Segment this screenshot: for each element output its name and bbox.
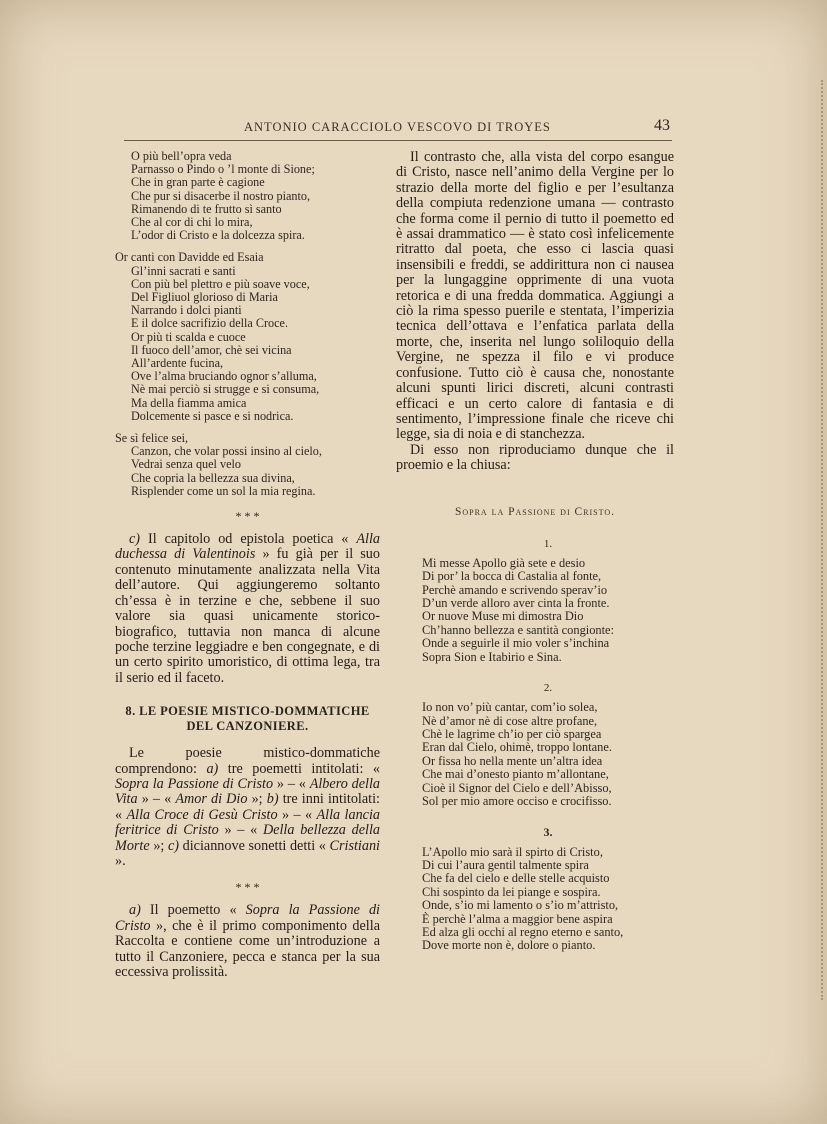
verse-stanza [115,432,380,498]
verse-line: Cioè il Signor del Cielo e dell’Abisso, [422,780,612,795]
item-label: c) [129,531,141,548]
running-title: ANTONIO CARACCIOLO VESCOVO DI TROYES [244,120,551,134]
verse-line: Il fuoco dell’amor, chè sei vicina [131,342,292,357]
item-label: a) [129,902,141,919]
ottava-stanza [422,846,674,953]
canzone-verse [115,150,380,498]
text-run: Le poesie mistico-dommatiche comprendono: [115,745,380,777]
verse-line: Vedrai senza quel velo [131,457,241,472]
verse-stanza [115,150,380,242]
verse-line: All’ardente fucina, [131,356,224,371]
verse-line: Nè d’amor nè di cose altre profane, [422,713,598,728]
text-run: » – « [137,791,176,808]
verse-line: Che mai d’onesto pianto m’allontane, [422,767,609,782]
verse-line: L’Apollo mio sarà il spirto di Cristo, [422,844,603,859]
section-heading-line: 8. LE POESIE MISTICO-DOMMATICHE [125,704,370,719]
text-run: », che è il primo componimento della Raccolta e contiene come un’introduzione a tutto il Canzoniere, pecca e stanca per la sua eccessiva prolissità. [115,917,380,981]
italic-title: Sopra la Passione di Cristo [115,902,380,934]
verse-line: Nè mai perciò si strugge e si consuma, [131,382,320,397]
italic-title: Della bellezza della Morte [115,822,381,854]
verse-line: E il dolce sacrifizio della Croce. [131,316,289,331]
verse-line: Ove l’alma bruciando ognor s’alluma, [131,369,317,384]
left-column [115,150,380,980]
text-run: tre inni intitolati: « [115,791,380,823]
verse-line: Io non vo’ più cantar, com’io solea, [422,700,598,715]
italic-title: Alla lancia feritrice di Cristo [115,806,381,839]
verse-line: Or canti con Davidde ed Esaia [115,250,264,265]
body-paragraph: Il contrasto che, alla vista del corpo esangue di Cristo, nasce nell’animo della Vergine per lo strazio della morte del figlio e per l’esultanza della compiuta redenzione umana — contrasto che forma come il pernio di tutto il poemetto ed è assai drammatico — è stato così infelicemente ritratto dal poeta, che esso ci lascia quasi insensibili e freddi, se addirittura non ci nausea per la lungaggine opprimente di una vuota retorica e di una fredda dommatica. Aggiungi a ciò la rima spesso puerile e stentata, l’imperizia tecnica dell’ottava e l’enfatica parlata della morte, che, inserita nel lungo soliloquio della Vergine, ne spezza il filo e vi produce confusione. Tutto ciò è causa che, nonostante alcuni spunti lirici discreti, alcuni contrasti efficaci e un certo calore di fantasia e di sentimento, l’impressione finale che riceve chi legge, sia di noia e di stanchezza. [396,149,674,443]
verse-line: Che fa del cielo e delle stelle acquisto [422,871,610,886]
verse-line: Sol per mio amore occiso e crocifisso. [422,794,612,809]
verse-line: Canzon, che volar possi insino al cielo, [131,444,322,459]
verse-line: Dolcemente si pasce e si nodrica. [131,408,294,423]
verse-line: Ma della fiamma amica [131,395,247,410]
verse-line: Perchè amando e scrivendo sperav’io [422,582,608,597]
italic-title: Cristiani [329,837,380,854]
verse-line: Che al cor di chi lo mira, [131,215,253,230]
verse-line: Se sì felice sei, [115,431,189,446]
text-run: tre poemetti intitolati: « [218,760,380,777]
verse-line: Ch’hanno bellezza e santità congionte: [422,622,614,637]
body-paragraph: Di esso non riproduciamo dunque che il proemio e la chiusa: [396,441,674,474]
italic-title: Alla duchessa di Valentinois [115,531,380,563]
verse-line: Mi messe Apollo già sete e desio [422,555,586,570]
verse-line: Di cui l’aura gentil talmente spira [422,858,589,873]
verse-line: Or nuove Muse mi dimostra Dio [422,609,584,624]
text-run: » – « [218,822,263,839]
text-run: Il capitolo od epistola poetica « [140,531,357,548]
text-run: »; [247,791,267,808]
text-run: Il poemetto « [140,902,246,919]
paragraph-8 [115,746,380,869]
paragraph-contrasto [396,150,674,474]
verse-line: Con più bel plettro e più soave voce, [131,276,310,291]
italic-title: Sopra la Passione di Cristo [115,775,274,792]
verse-line: Or fissa ho nella mente un’altra idea [422,753,603,768]
text-run: » fu già per il suo contenuto minutamente analizzata nella Vita dell’autore. Qui aggiungeremo soltanto ch’essa è in terzine e che, sebbene il suo valore sia quasi unicamente storico-biografico, tuttavia non manca di alcune poche terzine leggiadre e ben congegnate, e di un certo spirito umoristico, di ottima lega, tra il serio ed il faceto. [115,546,380,686]
verse-line: Chi sospinto da lei piange e sospira. [422,884,601,899]
verse-stanza [115,251,380,423]
verse-line: Che pur si disacerbe il nostro pianto, [131,188,311,203]
right-column [396,150,674,953]
stanza-number: 1. [543,537,553,550]
verse-line: Narrando i dolci pianti [131,303,242,318]
verse-line: Gl’inni sacrati e santi [131,263,236,278]
paragraph-c [115,532,380,686]
verse-line: Onde a seguirle il mio voler s’inchina [422,636,610,651]
section-heading [115,704,380,734]
item-label: b) [266,791,279,808]
section-heading-line: DEL CANZONIERE. [186,719,309,734]
verse-line: Onde, s’io mi lamento o s’io m’attristo, [422,898,619,913]
paragraph-a [115,903,380,980]
poem-title [396,506,674,518]
verse-line: O più bell’opra veda [131,149,232,163]
italic-title: Alla Croce di Gesù Cristo [126,806,278,823]
text-run: »; [149,837,168,854]
verse-line: Parnasso o Pindo o ’l monte di Sione; [131,162,315,177]
verse-line: Rimanendo di te frutto sì santo [131,201,282,216]
verse-line: Di por’ la bocca di Castalia al fonte, [422,569,602,584]
italic-title: Amor di Dio [175,791,248,808]
page-number: 43 [654,117,670,134]
verse-line: D’un verde alloro aver cinta la fronte. [422,595,610,610]
text-run: » – « [273,775,310,792]
stanza-number: 3. [543,825,553,840]
verse-line: Che copria la bellezza sua divina, [131,470,295,485]
section-asterism: * * * [235,880,260,895]
verse-line: Chè le lagrime ch’io per ciò spargea [422,727,602,741]
verse-line: L’odor di Cristo e la dolcezza spira. [131,228,305,243]
ottava-stanza [422,701,674,808]
text-run: ». [115,852,126,869]
verse-line: Sopra Sion e Itabirio e Sina. [422,649,562,664]
poem-title-text: Sopra la Passione di Cristo. [454,505,616,518]
section-asterism: * * * [235,509,260,524]
verse-line: Dove morte non è, dolore o pianto. [422,938,596,953]
ottava-stanza [422,557,674,664]
italic-title: Albero della Vita [115,775,380,808]
item-label: c) [167,837,180,854]
verse-line: Ed alza gli occhi al regno eterno e santo, [422,925,624,940]
verse-line: Eran dal Cielo, ohimè, troppo lontane. [422,740,612,755]
verse-line: È perchè l’alma a maggior bene aspira [422,911,613,926]
stanza-number: 2. [543,681,553,694]
verse-line: Che in gran parte è cagione [131,175,265,190]
text-run: » – « [277,806,317,823]
page-edge-texture [811,80,823,1000]
ottave [396,538,674,953]
verse-line: Risplender come un sol la mia regina. [131,483,316,498]
running-header [124,116,672,141]
verse-line: Or più ti scalda e cuoce [131,329,246,344]
text-run: diciannove sonetti detti « [179,837,330,854]
item-label: a) [206,760,219,777]
verse-line: Del Figliuol glorioso di Maria [131,290,278,305]
